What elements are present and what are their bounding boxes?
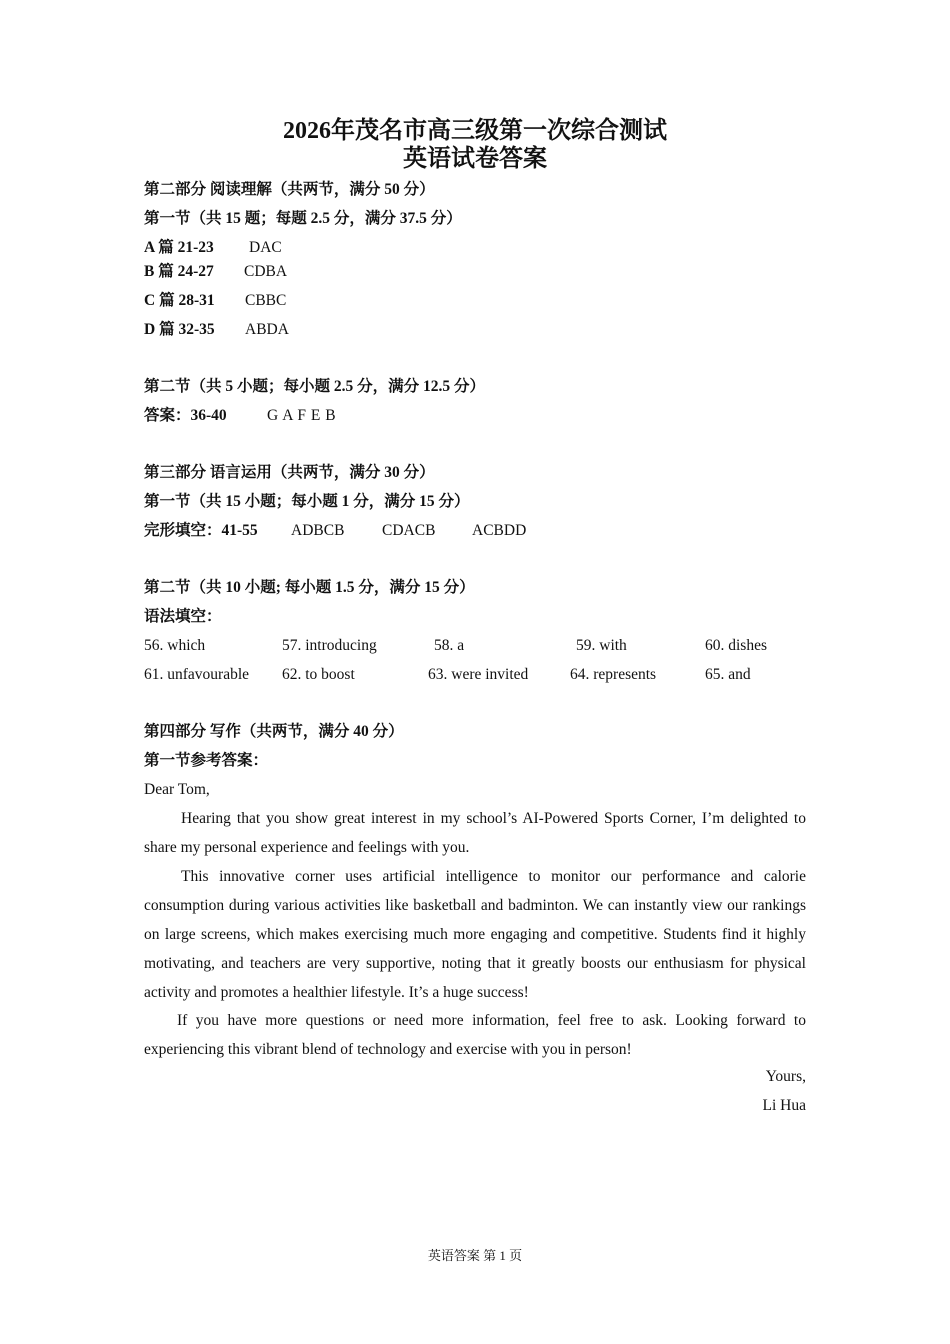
letter-paragraph-2: This innovative corner uses artificial intelligence to monitor our performance and calorie consumption during various activities like basketball and badminton. We can instantly view our rankings on large screens, which makes exercising much more engaging and competitive. Students find it highly motivating, and teachers are very supportive, noting that it greatly boosts our enthusiasm for physical activity and promotes a healthier lifestyle. It’s a huge success! — [144, 868, 806, 1001]
reading-d-answer: ABDA — [245, 321, 289, 338]
grammar-answer-62: 62. to boost — [282, 666, 355, 683]
letter-signature: Li Hua — [762, 1097, 806, 1114]
cloze-label: 完形填空：41-55 — [144, 522, 258, 539]
grammar-answer-60: 60. dishes — [705, 637, 767, 654]
grammar-answer-59: 59. with — [576, 637, 627, 654]
page-subtitle: 英语试卷答案 — [403, 146, 547, 172]
grammar-answer-56: 56. which — [144, 637, 206, 654]
cloze-group-3: ACBDD — [472, 522, 527, 539]
part3-section2-heading: 第二节（共 10 小题; 每小题 1.5 分，满分 15 分） — [144, 579, 475, 596]
grammar-answer-65: 65. and — [705, 666, 751, 683]
letter-salutation: Dear Tom, — [144, 781, 210, 798]
letter-paragraph-3: If you have more questions or need more information, feel free to ask. Looking forward to experiencing this vibrant blend of technology and exercise with you in person! — [144, 1012, 806, 1058]
grammar-answer-58: 58. a — [434, 637, 465, 654]
part4-section1-heading: 第一节参考答案： — [144, 752, 269, 769]
part3-heading: 第三部分 语言运用（共两节，满分 30 分） — [144, 464, 435, 481]
grammar-answer-57: 57. introducing — [282, 637, 377, 654]
part3-section1-heading: 第一节（共 15 小题；每小题 1 分，满分 15 分） — [144, 493, 470, 510]
part2-section2-heading: 第二节（共 5 小题；每小题 2.5 分，满分 12.5 分） — [144, 378, 486, 395]
reading-c-answer: CBBC — [245, 292, 287, 309]
seven-choose-five-label: 答案：36-40 — [144, 407, 227, 424]
part2-section1-heading: 第一节（共 15 题；每题 2.5 分，满分 37.5 分） — [144, 210, 462, 227]
grammar-answer-61: 61. unfavourable — [144, 666, 250, 683]
cloze-group-1: ADBCB — [291, 522, 345, 539]
part2-heading: 第二部分 阅读理解（共两节，满分 50 分） — [144, 181, 435, 198]
part4-heading: 第四部分 写作（共两节，满分 40 分） — [144, 723, 404, 740]
grammar-label: 语法填空： — [144, 608, 222, 625]
page-title: 2026年茂名市高三级第一次综合测试 — [283, 118, 667, 144]
reading-b-answer: CDBA — [244, 263, 288, 280]
grammar-answer-63: 63. were invited — [428, 666, 529, 683]
letter-closing: Yours, — [765, 1068, 806, 1085]
reading-a-answer: DAC — [249, 239, 282, 256]
reading-d-label: D 篇 32-35 — [144, 321, 215, 338]
cloze-group-2: CDACB — [382, 522, 436, 539]
seven-choose-five-answer: G A F E B — [267, 407, 337, 424]
grammar-answer-64: 64. represents — [570, 666, 657, 683]
reading-b-label: B 篇 24-27 — [144, 263, 214, 280]
reading-c-label: C 篇 28-31 — [144, 292, 215, 309]
reading-a-label: A 篇 21-23 — [144, 239, 214, 256]
letter-paragraph-1: Hearing that you show great interest in my school’s AI-Powered Sports Corner, I’m delighted to share my personal experience and feelings with you. — [144, 810, 806, 856]
page-footer: 英语答案 第 1 页 — [427, 1248, 523, 1263]
